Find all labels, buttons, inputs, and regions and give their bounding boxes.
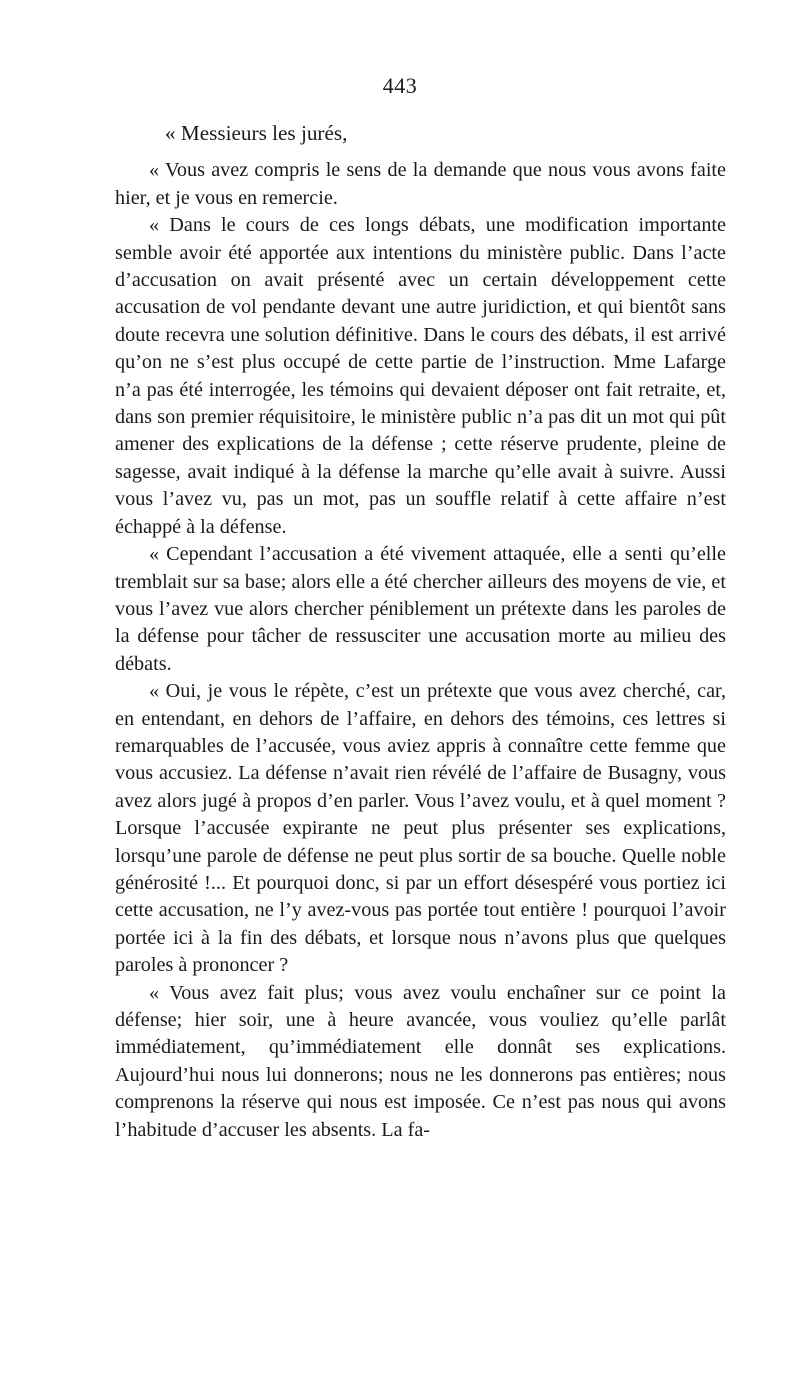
salutation: « Messieurs les jurés, (165, 121, 348, 145)
paragraph-2: « Dans le cours de ces longs débats, une modification importante semble avoir été apportée aux intentions du ministère public. Dans l’acte d’accusation on avait présenté avec un certain développement cette accusation de vol pendante devant une autre juridiction, et qui bientôt sans doute recevra une solution définitive. Dans le cours des débats, il est arrivé qu’on ne s’est plus occupé de cette partie de l’instruction. Mme Lafarge n’a pas été interrogée, les témoins qui devaient déposer ont fait retraite, et, dans son premier réquisitoire, le ministère public n’a pas dit un mot qui pût amener des explications de la défense ; cette réserve prudente, pleine de sagesse, avait indiqué à la défense la marche qu’elle avait à suivre. Aussi vous l’avez vu, pas un mot, pas un souffle relatif à cette affaire n’est échappé à la défense. (115, 214, 726, 538)
paragraph-3: « Cependant l’accusation a été vivement attaquée, elle a senti qu’elle tremblait sur sa base; alors elle a été chercher ailleurs des moyens de vie, et vous l’avez vue alors chercher péniblement un prétexte dans les paroles de la défense pour tâcher de ressusciter une accusation morte au milieu des débats. (115, 543, 726, 675)
paragraph-4: « Oui, je vous le répète, c’est un prétexte que vous avez cherché, car, en entendant, en dehors de l’affaire, en dehors des témoins, ces lettres si remarquables de l’accusée, vous aviez appris à connaître cette femme que vous accusiez. La défense n’avait rien révélé de l’affaire de Busagny, vous avez alors jugé à propos d’en parler. Vous l’avez voulu, et à quel moment ? Lorsque l’accusée expirante ne peut plus présenter ses explications, lorsqu’une parole de défense ne peut plus sortir de sa bouche. Quelle noble générosité !... Et pourquoi donc, si par un effort désespéré vous portiez ici cette accusation, ne l’y avez-vous pas portée tout entière ! pourquoi l’avoir portée ici à la fin des débats, et lorsque nous n’avons plus que quelques paroles à prononcer ? (115, 680, 726, 977)
page-number: 443 (382, 73, 418, 98)
paragraph-5: « Vous avez fait plus; vous avez voulu enchaîner sur ce point la défense; hier soir, une à heure avancée, vous vouliez qu’elle parlât immédiatement, qu’immédiatement elle donnât ses explications. Aujourd’hui nous lui donnerons; nous ne les donnerons pas entières; nous comprenons la réserve qui nous est imposée. Ce n’est pas nous qui avons l’habitude d’accuser les absents. La fa- (115, 981, 726, 1141)
paragraph-1: « Vous avez compris le sens de la demande que nous vous avons faite hier, et je vous en remercie. (115, 159, 726, 209)
page-body (115, 120, 726, 1144)
